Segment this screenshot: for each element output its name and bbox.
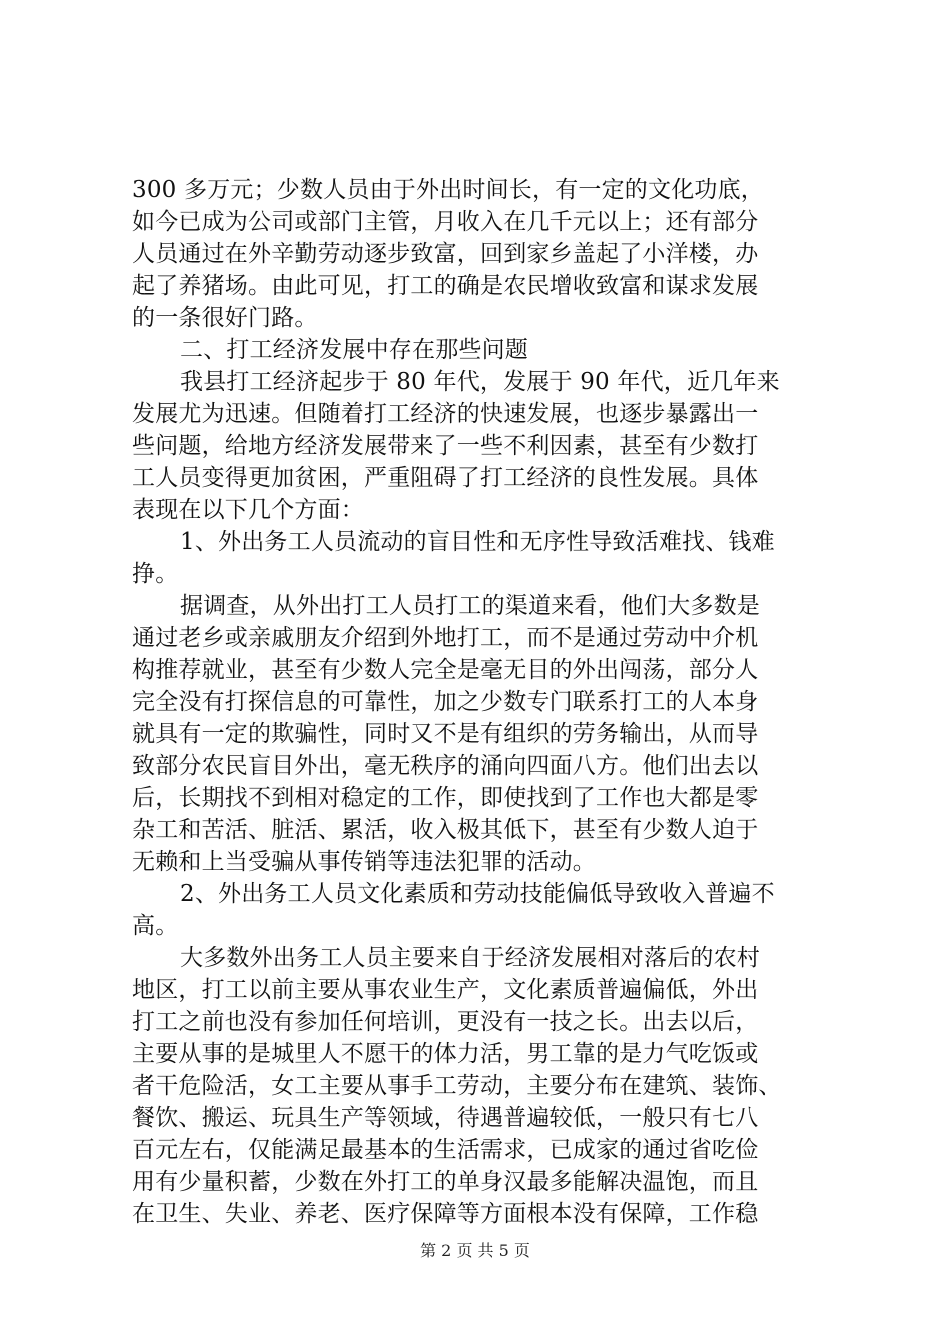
text-line: 起了养猪场。由此可见，打工的确是农民增收致富和谋求发展: [132, 273, 759, 299]
text-line: 用有少量积蓄，少数在外打工的单身汉最多能解决温饱，而且: [132, 1169, 759, 1195]
text-line: 打工之前也没有参加任何培训，更没有一技之长。出去以后，: [132, 1009, 759, 1035]
text-line: 些问题，给地方经济发展带来了一些不利因素，甚至有少数打: [132, 433, 759, 459]
section-heading: 二、打工经济发展中存在那些问题: [180, 337, 528, 363]
text-line: 表现在以下几个方面：: [132, 497, 364, 523]
subheading-2: 2、外出务工人员文化素质和劳动技能偏低导致收入普遍不: [180, 881, 775, 907]
text-line: 百元左右，仅能满足最基本的生活需求，已成家的通过省吃俭: [132, 1137, 759, 1163]
text-line: 者干危险活，女工主要从事手工劳动，主要分布在建筑、装饰、: [132, 1073, 782, 1099]
text-line: 餐饮、搬运、玩具生产等领域，待遇普遍较低，一般只有七八: [132, 1105, 759, 1131]
text-line: 挣。: [132, 561, 179, 587]
text-line: 据调查，从外出打工人员打工的渠道来看，他们大多数是: [180, 593, 760, 619]
text-line: 的一条很好门路。: [132, 305, 318, 331]
text-line: 主要从事的是城里人不愿干的体力活，男工靠的是力气吃饭或: [132, 1041, 759, 1067]
subheading-1: 1、外出务工人员流动的盲目性和无序性导致活难找、钱难: [180, 529, 775, 555]
text-line: 大多数外出务工人员主要来自于经济发展相对落后的农村: [180, 945, 760, 971]
text-line: 构推荐就业，甚至有少数人完全是毫无目的外出闯荡，部分人: [132, 657, 759, 683]
text-line: 在卫生、失业、养老、医疗保障等方面根本没有保障，工作稳: [132, 1201, 759, 1227]
text-line: 300 多万元；少数人员由于外出时间长，有一定的文化功底，: [132, 177, 765, 203]
page-number-footer: 第 2 页 共 5 页: [420, 1241, 530, 1260]
text-line: 人员通过在外辛勤劳动逐步致富，回到家乡盖起了小洋楼，办: [132, 241, 759, 267]
text-line: 如今已成为公司或部门主管，月收入在几千元以上；还有部分: [132, 209, 759, 235]
text-line: 杂工和苦活、脏活、累活，收入极其低下，甚至有少数人迫于: [132, 817, 759, 843]
text-line: 无赖和上当受骗从事传销等违法犯罪的活动。: [132, 849, 596, 875]
text-line: 工人员变得更加贫困，严重阻碍了打工经济的良性发展。具体: [132, 465, 759, 491]
text-line: 通过老乡或亲戚朋友介绍到外地打工，而不是通过劳动中介机: [132, 625, 759, 651]
text-line: 高。: [132, 913, 179, 939]
text-line: 发展尤为迅速。但随着打工经济的快速发展，也逐步暴露出一: [132, 401, 759, 427]
text-line: 完全没有打探信息的可靠性，加之少数专门联系打工的人本身: [132, 689, 759, 715]
text-line: 就具有一定的欺骗性，同时又不是有组织的劳务输出，从而导: [132, 721, 759, 747]
text-line: 后，长期找不到相对稳定的工作，即使找到了工作也大都是零: [132, 785, 759, 811]
text-line: 致部分农民盲目外出，毫无秩序的涌向四面八方。他们出去以: [132, 753, 759, 779]
text-line: 地区，打工以前主要从事农业生产，文化素质普遍偏低，外出: [132, 977, 759, 1003]
text-line: 我县打工经济起步于 80 年代，发展于 90 年代，近几年来: [180, 369, 780, 395]
